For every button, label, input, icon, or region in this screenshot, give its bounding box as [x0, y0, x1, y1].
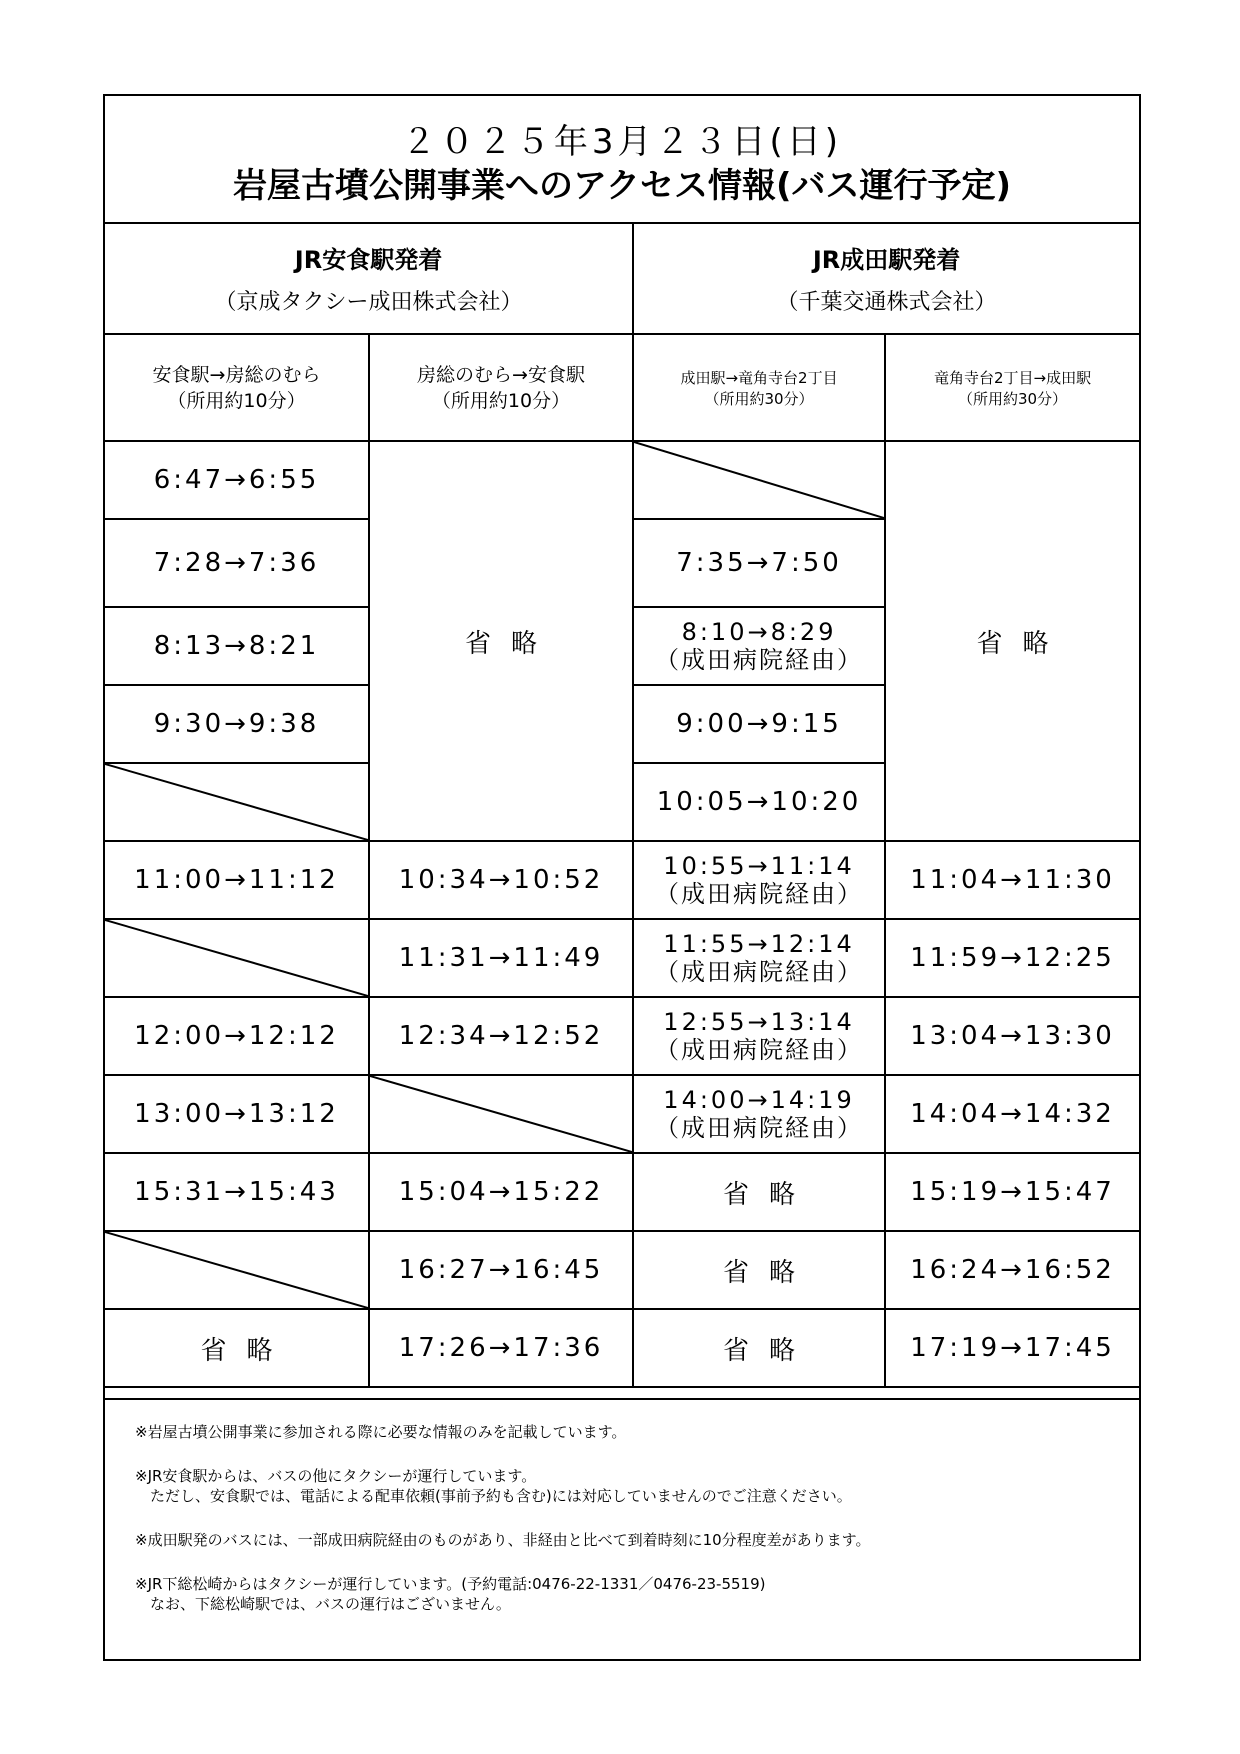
table-row: [105, 1153, 1139, 1231]
time-cell: [369, 841, 633, 919]
via-label: （成田病院経由）: [655, 646, 864, 674]
time-value: 11:59→12:25: [910, 943, 1115, 973]
time-value: 9:30→9:38: [153, 709, 320, 739]
direction-header: [105, 334, 369, 441]
via-label: （成田病院経由）: [655, 1036, 864, 1064]
omitted-label: 省略: [723, 1335, 816, 1366]
time-cell: [105, 1075, 369, 1153]
time-value: 14:00→14:19: [663, 1086, 855, 1114]
direction-route: 房総のむら→安食駅: [417, 363, 585, 386]
time-cell: [633, 607, 885, 685]
omitted-label: 省略: [723, 1257, 816, 1288]
time-cell: [633, 1231, 885, 1309]
time-cell: [633, 997, 885, 1075]
bus-timetable: [105, 222, 1139, 1388]
time-cell: [105, 997, 369, 1075]
time-cell: [105, 519, 369, 607]
empty-cell: [105, 919, 369, 997]
note-line: ※JR安食駅からは、バスの他にタクシーが運行しています。: [135, 1467, 537, 1485]
operator-title: JR成田駅発着: [812, 245, 961, 274]
note: [135, 1574, 1139, 1614]
direction-row: [105, 334, 1139, 441]
time-cell: [369, 919, 633, 997]
time-cell: [885, 1075, 1139, 1153]
time-cell: [885, 1309, 1139, 1387]
empty-cell: [633, 441, 885, 519]
time-value: 13:04→13:30: [910, 1021, 1115, 1051]
note-line: ※成田駅発のバスには、一部成田病院経由のものがあり、非経由と比べて到着時刻に10分程度差があります。: [135, 1531, 871, 1549]
direction-duration: （所用約10分）: [431, 389, 571, 412]
diagonal-line-icon: [105, 920, 368, 996]
time-value: 12:34→12:52: [398, 1021, 604, 1051]
operator-ajiki: [105, 222, 633, 334]
note: [135, 1530, 1139, 1550]
table-row: [105, 919, 1139, 997]
via-label: （成田病院経由）: [655, 880, 864, 908]
diagonal-line-icon: [105, 1232, 368, 1308]
time-cell: [369, 1153, 633, 1231]
time-value: 10:55→11:14: [663, 852, 855, 880]
operator-company: （千葉交通株式会社）: [776, 289, 997, 315]
time-cell: [885, 1153, 1139, 1231]
time-cell: [105, 1153, 369, 1231]
time-value: 15:19→15:47: [910, 1177, 1115, 1207]
time-cell: [105, 1309, 369, 1387]
direction-header: [369, 334, 633, 441]
note-line: なお、下総松崎駅では、バスの運行はございません。: [135, 1595, 511, 1613]
title-date: ２０２５年3月２３日(日): [401, 122, 843, 162]
note-line: ただし、安食駅では、電話による配車依頼(事前予約も含む)には対応していませんのでご注意ください。: [135, 1487, 852, 1505]
direction-duration: （所用約30分）: [957, 389, 1068, 408]
timetable-frame: [103, 94, 1141, 1661]
omitted-label: 省略: [200, 1335, 293, 1366]
time-cell: [369, 997, 633, 1075]
time-cell: [633, 519, 885, 607]
time-value: 10:05→10:20: [656, 787, 862, 817]
note-line: ※岩屋古墳公開事業に参加される際に必要な情報のみを記載しています。: [135, 1423, 627, 1441]
omitted-label: 省略: [465, 628, 558, 659]
table-row: [105, 841, 1139, 919]
direction-route: 竜角寺台2丁目→成田駅: [933, 368, 1092, 387]
time-value: 8:10→8:29: [681, 618, 837, 646]
time-cell: [633, 841, 885, 919]
direction-duration: （所用約10分）: [167, 389, 306, 412]
time-value: 8:13→8:21: [153, 631, 320, 661]
table-row: [105, 997, 1139, 1075]
time-value: 12:55→13:14: [663, 1008, 855, 1036]
time-cell: [633, 919, 885, 997]
time-value: 11:31→11:49: [398, 943, 604, 973]
note: [135, 1466, 1139, 1506]
direction-route: 安食駅→房総のむら: [152, 363, 321, 386]
time-cell: [105, 685, 369, 763]
time-cell: [633, 763, 885, 841]
table-row: [105, 1231, 1139, 1309]
time-cell: [633, 1153, 885, 1231]
direction-header: [633, 334, 885, 441]
table-row: [105, 1309, 1139, 1387]
time-value: 14:04→14:32: [910, 1099, 1115, 1129]
time-value: 13:00→13:12: [134, 1099, 339, 1129]
diagonal-line-icon: [105, 764, 368, 840]
time-cell: [633, 1309, 885, 1387]
time-cell: [105, 607, 369, 685]
operator-narita: [633, 222, 1139, 334]
empty-cell: [105, 1231, 369, 1309]
table-row: [105, 1075, 1139, 1153]
direction-duration: （所用約30分）: [704, 389, 814, 408]
time-cell: [369, 1231, 633, 1309]
time-value: 15:04→15:22: [398, 1177, 604, 1207]
table-row: [105, 441, 1139, 519]
empty-cell: [369, 1075, 633, 1153]
time-value: 16:27→16:45: [398, 1255, 604, 1285]
direction-header: [885, 334, 1139, 441]
time-cell: [885, 997, 1139, 1075]
operator-title: JR安食駅発着: [294, 245, 443, 274]
time-value: 10:34→10:52: [398, 865, 604, 895]
time-cell: [885, 919, 1139, 997]
note-line: ※JR下総松崎からはタクシーが運行しています。(予約電話:0476-22-1331／0476-23-5519): [135, 1575, 766, 1593]
time-cell: [633, 1075, 885, 1153]
time-cell: [633, 685, 885, 763]
time-value: 15:31→15:43: [134, 1177, 339, 1207]
time-cell: [885, 1231, 1139, 1309]
time-cell: [369, 1309, 633, 1387]
operator-company: （京成タクシー成田株式会社）: [214, 289, 523, 315]
time-cell: [885, 441, 1139, 841]
time-value: 11:55→12:14: [663, 930, 855, 958]
omitted-label: 省略: [723, 1179, 816, 1210]
via-label: （成田病院経由）: [655, 1114, 864, 1142]
time-cell: [105, 441, 369, 519]
time-value: 12:00→12:12: [134, 1021, 339, 1051]
operator-row: [105, 222, 1139, 334]
time-cell: [369, 441, 633, 841]
notes-section: [105, 1398, 1139, 1661]
page-title: [105, 96, 1139, 224]
omitted-label: 省略: [976, 628, 1069, 659]
diagonal-line-icon: [370, 1076, 632, 1152]
time-value: 11:04→11:30: [910, 865, 1115, 895]
time-cell: [885, 841, 1139, 919]
time-value: 17:19→17:45: [910, 1333, 1115, 1363]
title-heading: 岩屋古墳公開事業へのアクセス情報(バス運行予定): [232, 166, 1012, 206]
diagonal-line-icon: [634, 442, 884, 518]
time-value: 11:00→11:12: [134, 865, 339, 895]
time-value: 6:47→6:55: [153, 465, 320, 495]
time-value: 7:28→7:36: [153, 548, 320, 578]
time-value: 7:35→7:50: [676, 548, 842, 578]
time-value: 17:26→17:36: [398, 1333, 604, 1363]
empty-cell: [105, 763, 369, 841]
direction-route: 成田駅→竜角寺台2丁目: [680, 368, 838, 387]
note: [135, 1422, 1139, 1442]
via-label: （成田病院経由）: [655, 958, 864, 986]
time-value: 9:00→9:15: [676, 709, 842, 739]
time-value: 16:24→16:52: [910, 1255, 1115, 1285]
time-cell: [105, 841, 369, 919]
